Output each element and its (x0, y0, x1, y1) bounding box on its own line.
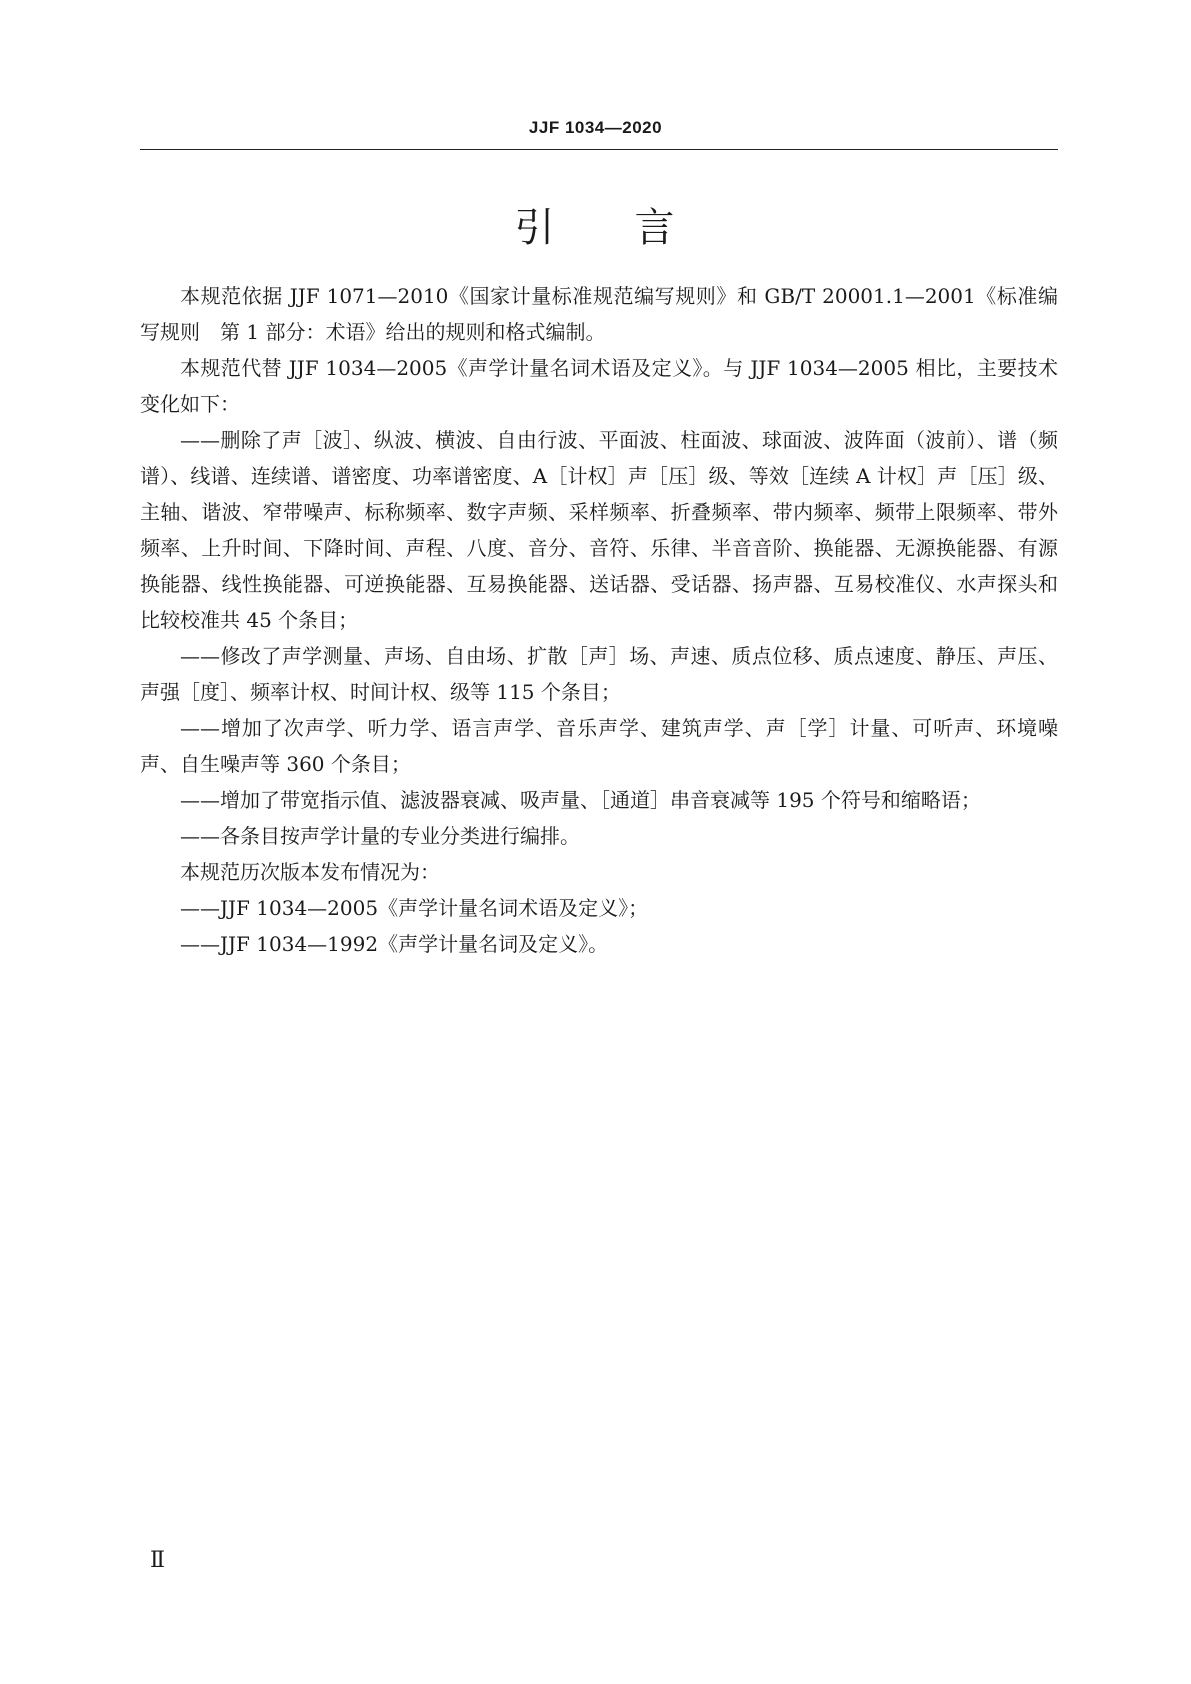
document-code-header: JJF 1034—2020 (528, 118, 663, 137)
paragraph-modified-terms: ——修改了声学测量、声场、自由场、扩散［声］场、声速、质点位移、质点速度、静压、声压、声强［度］、频率计权、时间计权、级等 115 个条目； (140, 644, 1058, 704)
title-char-2: 言 (634, 205, 677, 251)
paragraph-history-1992: ——JJF 1034—1992《声学计量名词及定义》。 (180, 932, 609, 956)
foreword-body (140, 278, 1058, 962)
page-title (0, 196, 1191, 253)
paragraph-deleted-terms: ——删除了声［波］、纵波、横波、自由行波、平面波、柱面波、球面波、波阵面（波前）、谱（频谱）、线谱、连续谱、谱密度、功率谱密度、A［计权］声［压］级、等效［连续 A 计权］声［压］级、主轴、谐波、窄带噪声、标称频率、数字声频、采样频率、折叠频率、带内频率、频带上限频率、带外频率、上升时间、下降时间、声程、八度、音分、音符、乐律、半音音阶、换能器、无源换能器、有源换能器、线性换能器、可逆换能器、互易换能器、送话器、受话器、扬声器、互易校准仪、水声探头和比较校准共 45 个条目； (140, 428, 1058, 632)
paragraph-added-terms: ——增加了次声学、听力学、语言声学、音乐声学、建筑声学、声［学］计量、可听声、环境噪声、自生噪声等 360 个条目； (140, 716, 1058, 776)
paragraph-arrangement: ——各条目按声学计量的专业分类进行编排。 (180, 824, 580, 848)
header-divider (140, 149, 1058, 150)
paragraph-replaces: 本规范代替 JJF 1034—2005《声学计量名词术语及定义》。与 JJF 1034—2005 相比，主要技术变化如下： (140, 356, 1058, 416)
title-char-1: 引 (514, 205, 557, 251)
paragraph-basis: 本规范依据 JJF 1071—2010《国家计量标准规范编写规则》和 GB/T 20001.1—2001《标准编写规则 第 1 部分：术语》给出的规则和格式编制。 (140, 284, 1058, 344)
paragraph-history-intro: 本规范历次版本发布情况为： (180, 860, 440, 884)
paragraph-added-symbols: ——增加了带宽指示值、滤波器衰减、吸声量、［通道］串音衰减等 195 个符号和缩略语； (180, 788, 981, 812)
page-number: Ⅱ (150, 1548, 165, 1573)
paragraph-history-2005: ——JJF 1034—2005《声学计量名词术语及定义》； (180, 896, 649, 920)
